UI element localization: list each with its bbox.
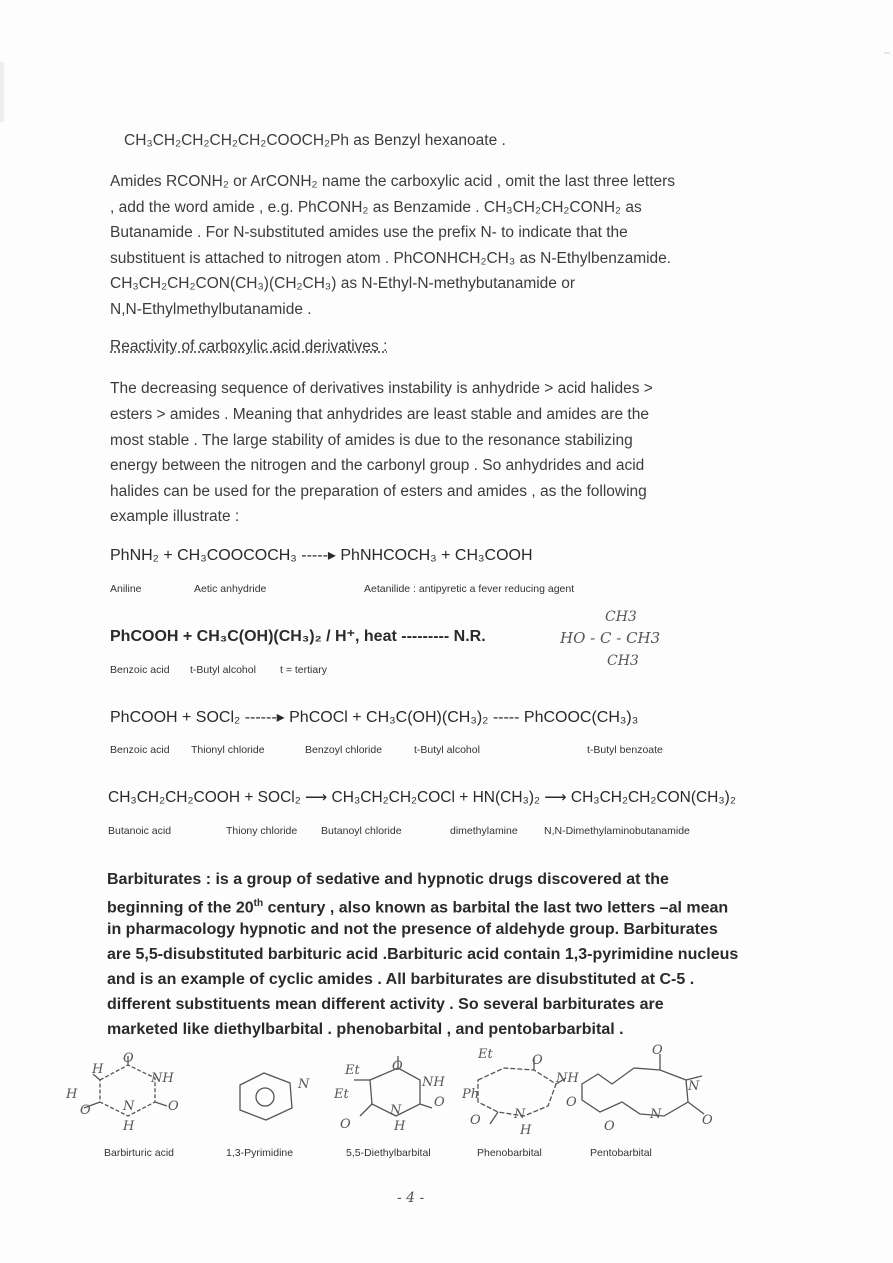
reaction-label: t = tertiary: [280, 664, 327, 676]
sketch-text: Ph: [462, 1087, 480, 1102]
structure-label: Barbirturic acid: [104, 1147, 175, 1159]
paragraph-line: N,N-Ethylmethylbutanamide .: [110, 301, 312, 318]
reaction-label: Benzoic acid: [110, 664, 170, 676]
paragraph-line: substituent is attached to nitrogen atom . PhCONHCH₂CH₃ as N-Ethylbenzamide.: [110, 250, 672, 267]
sketch-text: O: [702, 1113, 713, 1128]
reaction-label: t-Butyl alcohol: [414, 744, 480, 756]
sketch-text: H: [66, 1087, 78, 1102]
sketch-text: NH: [422, 1075, 445, 1090]
sketch-text: O: [168, 1099, 179, 1114]
paragraph-line: most stable . The large stability of amides is due to the resonance stabilizing: [110, 432, 633, 449]
sketch-text: O: [604, 1119, 615, 1134]
reaction-label: Aniline: [110, 583, 142, 595]
reaction-equation: PhNH₂ + CH₃COOCOCH₃ -----▸ PhNHCOCH₃ + CH₃COOH: [110, 547, 533, 564]
sketch-text: O: [566, 1095, 577, 1110]
scan-artifact: [884, 52, 890, 54]
sketch-text: Et: [334, 1087, 349, 1102]
structure-label: 5,5-Diethylbarbital: [346, 1147, 431, 1159]
structure-label: Phenobarbital: [477, 1147, 542, 1159]
sketch-text: O: [652, 1043, 663, 1058]
sketch-text: O: [434, 1095, 445, 1110]
sketch-text: H: [92, 1062, 104, 1077]
line-text: beginning of the 20: [107, 899, 254, 917]
reaction-label: Aetanilide : antipyretic a fever reducing agent: [364, 583, 575, 595]
pentobarbital-structure: [582, 1054, 704, 1116]
paragraph-line: , add the word amide , e.g. PhCONH₂ as Benzamide . CH₃CH₂CH₂CONH₂ as: [110, 199, 642, 216]
paragraph-line: CH₃CH₂CH₂CON(CH₃)(CH₂CH₃) as N-Ethyl-N-methybutanamide or: [110, 275, 576, 292]
sketch-text: H: [520, 1123, 532, 1138]
sketch-text: HO - C - CH3: [560, 629, 661, 647]
paragraph-line: Butanamide . For N-substituted amides use the prefix N- to indicate that the: [110, 224, 628, 241]
structures-sketch: [0, 1040, 893, 1145]
reaction-label: Benzoyl chloride: [305, 744, 383, 756]
sketch-text: Et: [478, 1047, 493, 1062]
sketch-text: H: [123, 1119, 135, 1134]
paragraph-line: different substituents mean different activity . So several barbiturates are: [107, 996, 664, 1013]
reaction-label: dimethylamine: [450, 825, 518, 837]
paragraph-line: halides can be used for the preparation of esters and amides , as the following: [110, 483, 647, 500]
pyrimidine-structure: [240, 1073, 292, 1120]
reaction-label: Benzoic acid: [110, 744, 170, 756]
scan-artifact: [0, 62, 4, 122]
sketch-text: N: [390, 1103, 402, 1118]
paragraph-line: Barbiturates : is a group of sedative and hypnotic drugs discovered at the: [107, 871, 669, 888]
paragraph-line: example illustrate :: [110, 508, 240, 525]
reaction-equation: PhCOOH + SOCl₂ ------▸ PhCOCl + CH₃C(OH)(CH₃)₂ ----- PhCOOC(CH₃)₃: [110, 709, 639, 726]
sketch-text: O: [392, 1059, 403, 1074]
sketch-text: O: [470, 1113, 481, 1128]
sketch-text: NH: [556, 1071, 579, 1086]
reaction-equation: PhCOOH + CH₃C(OH)(CH₃)₂ / H⁺, heat --------- N.R.: [110, 628, 486, 645]
paragraph-line: esters > amides . Meaning that anhydrides are least stable and amides are the: [110, 406, 649, 423]
paragraph-line: in pharmacology hypnotic and not the presence of aldehyde group. Barbiturates: [107, 921, 718, 938]
line-text: century , also known as barbital the last two letters –al mean: [263, 899, 729, 917]
sketch-text: H: [394, 1119, 406, 1134]
paragraph-line: are 5,5-disubstituted barbituric acid .Barbituric acid contain 1,3-pyrimidine nucleus: [107, 946, 739, 963]
structure-label: 1,3-Pyrimidine: [226, 1147, 294, 1159]
sketch-text: CH3: [607, 653, 639, 669]
paragraph-line: Amides RCONH₂ or ArCONH₂ name the carboxylic acid , omit the last three letters: [110, 173, 676, 190]
structure-label: Pentobarbital: [590, 1147, 652, 1159]
page-number: - 4 -: [397, 1190, 425, 1206]
reactivity-heading: Reactivity of carboxylic acid derivatives :: [110, 338, 388, 355]
reaction-label: Thionyl chloride: [191, 744, 265, 756]
sketch-text: N: [650, 1107, 662, 1122]
paragraph-line: and is an example of cyclic amides . All barbiturates are disubstituted at C-5 .: [107, 971, 695, 988]
paragraph-line: energy between the nitrogen and the carbonyl group . So anhydrides and acid: [110, 457, 645, 474]
reaction-label: Aetic anhydride: [194, 583, 267, 595]
sketch-text: N: [688, 1079, 700, 1094]
paragraph-line: The decreasing sequence of derivatives instability is anhydride > acid halides >: [110, 380, 653, 397]
sketch-text: Et: [345, 1063, 360, 1078]
sketch-text: O: [532, 1053, 543, 1068]
sketch-text: N: [123, 1099, 135, 1114]
paragraph-line: marketed like diethylbarbital . phenobarbital , and pentobarbarbital .: [107, 1021, 624, 1038]
sketch-text: N: [514, 1107, 526, 1122]
sketch-text: NH: [151, 1071, 174, 1086]
reaction-label: t-Butyl benzoate: [587, 744, 663, 756]
sketch-text: O: [340, 1117, 351, 1132]
reaction-label: N,N-Dimethylaminobutanamide: [544, 825, 690, 837]
reaction-label: Butanoyl chloride: [321, 825, 402, 837]
sketch-text: CH3: [605, 609, 637, 625]
sketch-text: N: [298, 1077, 310, 1092]
sketch-text: O: [123, 1051, 134, 1066]
reaction-equation: CH₃CH₂CH₂COOH + SOCl₂ ⟶ CH₃CH₂CH₂COCl + HN(CH₃)₂ ⟶ CH₃CH₂CH₂CON(CH₃)₂: [108, 789, 736, 806]
sketch-text: O: [80, 1103, 91, 1118]
intro-line: CH₃CH₂CH₂CH₂CH₂COOCH₂Ph as Benzyl hexanoate .: [124, 132, 506, 149]
reaction-label: Thiony chloride: [226, 825, 298, 837]
reaction-label: t-Butyl alcohol: [190, 664, 256, 676]
superscript: th: [253, 898, 264, 909]
reaction-label: Butanoic acid: [108, 825, 172, 837]
